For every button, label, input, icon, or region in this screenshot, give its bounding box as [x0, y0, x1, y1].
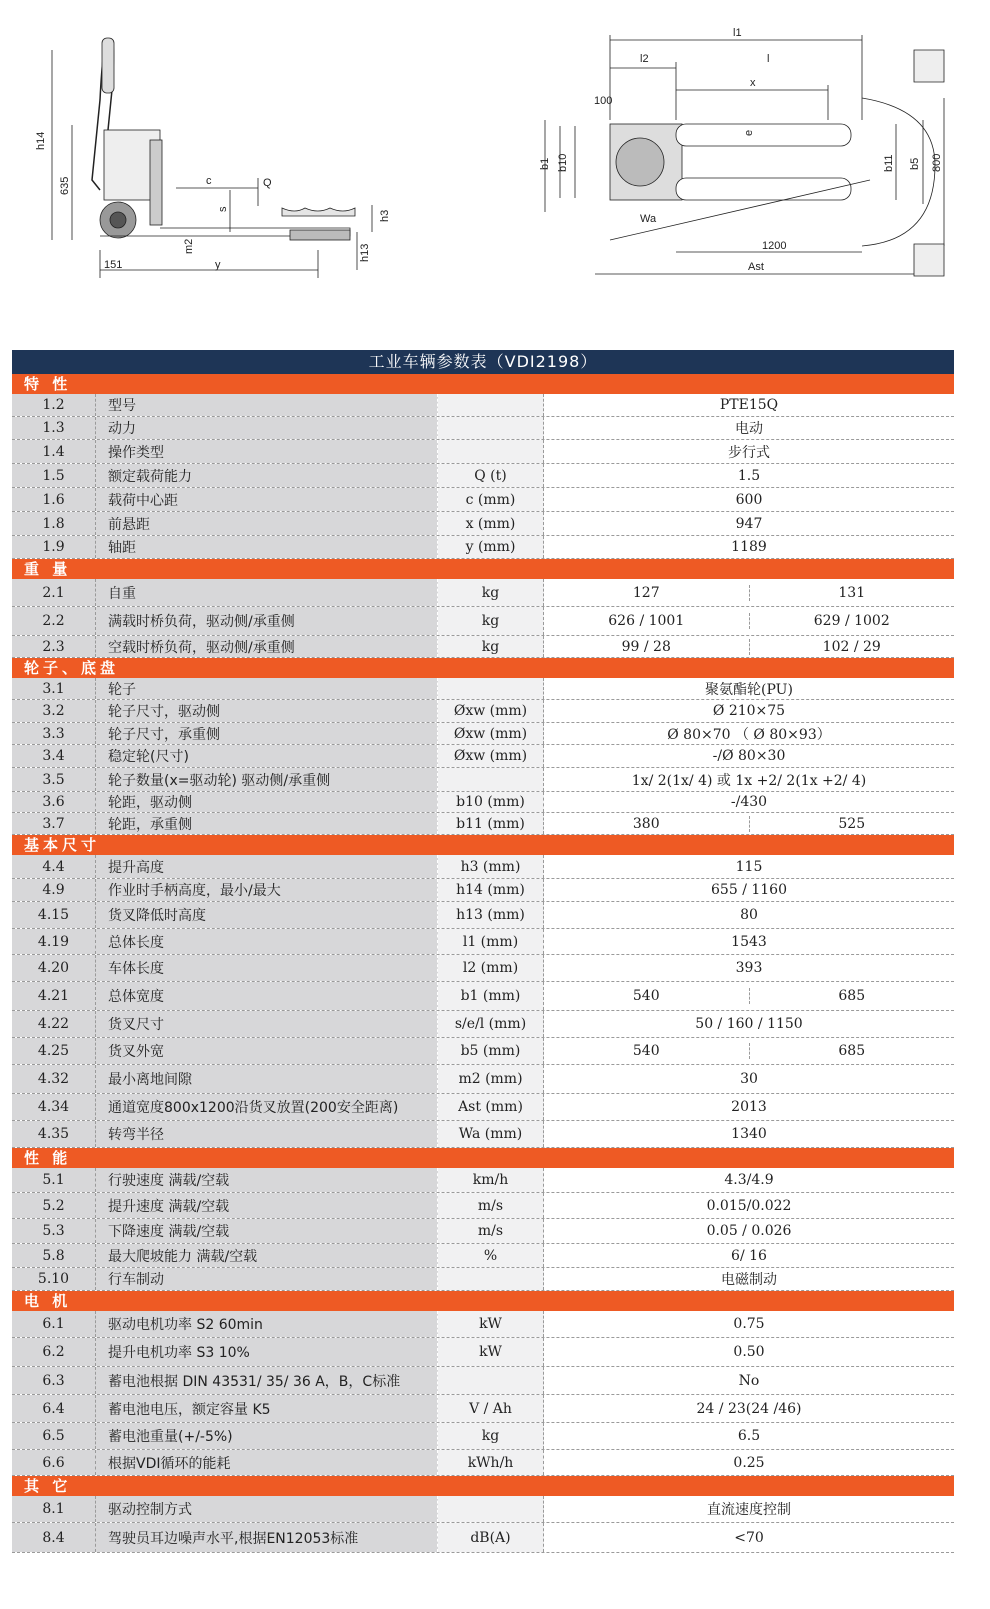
label-h14: h14 — [35, 131, 47, 150]
row-number: 2.1 — [12, 579, 96, 606]
row-name: 满载时桥负荷，驱动侧/承重侧 — [96, 607, 438, 635]
value-cell: 0.75 — [733, 1316, 765, 1332]
row-unit: x (mm) — [438, 512, 544, 535]
row-unit: Wa (mm) — [438, 1121, 544, 1147]
value-cell: 131 — [749, 585, 955, 601]
value-cell: 115 — [735, 858, 763, 875]
row-unit: kW — [438, 1311, 544, 1337]
value-cell: 电动 — [735, 421, 763, 437]
value-cell: 聚氨酯轮(PU) — [705, 681, 793, 698]
row-name: 下降速度 满载/空载 — [96, 1219, 438, 1243]
table-row — [12, 1094, 954, 1121]
row-unit: km/h — [438, 1168, 544, 1192]
row-number: 1.4 — [12, 440, 96, 463]
row-unit: h13 (mm) — [438, 902, 544, 928]
row-number: 5.3 — [12, 1219, 96, 1243]
row-values — [544, 1244, 954, 1267]
row-name: 轴距 — [96, 536, 438, 558]
table-row — [12, 902, 954, 929]
row-unit: % — [438, 1244, 544, 1267]
row-number: 2.2 — [12, 607, 96, 635]
row-values — [544, 700, 954, 722]
label-800: 800 — [931, 153, 943, 172]
row-name: 行驶速度 满载/空载 — [96, 1168, 438, 1192]
row-unit: c (mm) — [438, 488, 544, 511]
row-number: 4.34 — [12, 1094, 96, 1120]
row-number: 3.3 — [12, 723, 96, 744]
table-row — [12, 1395, 954, 1423]
row-values — [544, 1311, 954, 1337]
value-cell: Ø 210×75 — [712, 703, 786, 719]
row-unit: kg — [438, 579, 544, 606]
label-h13: h13 — [359, 243, 371, 262]
row-values — [544, 1193, 954, 1218]
table-title: 工业车辆参数表（VDI2198） — [12, 350, 954, 374]
label-l1: l1 — [733, 27, 742, 39]
label-l2: l2 — [640, 53, 649, 65]
spec-table — [12, 350, 954, 1553]
row-name: 货叉尺寸 — [96, 1011, 438, 1037]
row-name: 自重 — [96, 579, 438, 606]
row-number: 3.2 — [12, 700, 96, 722]
row-number: 4.32 — [12, 1065, 96, 1093]
row-values — [544, 636, 954, 657]
value-cell: 127 — [632, 584, 660, 601]
row-number: 6.6 — [12, 1450, 96, 1475]
label-e: e — [743, 129, 755, 136]
row-number: 4.22 — [12, 1011, 96, 1037]
section-header: 其 它 — [12, 1476, 954, 1496]
row-values — [544, 1395, 954, 1422]
label-m2: m2 — [183, 238, 195, 254]
row-number: 4.9 — [12, 879, 96, 901]
row-unit: Øxw (mm) — [438, 745, 544, 767]
row-values — [544, 678, 954, 699]
row-unit: kW — [438, 1338, 544, 1366]
row-number: 3.7 — [12, 813, 96, 834]
section-header: 特 性 — [12, 374, 954, 394]
label-151: 151 — [104, 259, 123, 271]
table-row — [12, 879, 954, 902]
row-values — [544, 1219, 954, 1243]
row-unit: m2 (mm) — [438, 1065, 544, 1093]
section-header: 基本尺寸 — [12, 835, 954, 855]
row-name: 驱动电机功率 S2 60min — [96, 1311, 438, 1337]
table-row — [12, 1219, 954, 1244]
row-name: 提升速度 满载/空载 — [96, 1193, 438, 1218]
row-values — [544, 1496, 954, 1522]
section-header: 重 量 — [12, 559, 954, 579]
row-values — [544, 855, 954, 878]
row-number: 5.10 — [12, 1268, 96, 1290]
row-number: 6.2 — [12, 1338, 96, 1366]
row-unit — [438, 1496, 544, 1522]
label-b5: b5 — [909, 157, 921, 170]
value-cell: 0.05 / 0.026 — [706, 1223, 792, 1239]
row-name: 轮子数量(x=驱动轮) 驱动侧/承重侧 — [96, 768, 438, 791]
row-name: 根据VDI循环的能耗 — [96, 1450, 438, 1475]
row-name: 通道宽度800x1200沿货叉放置(200安全距离) — [96, 1094, 438, 1120]
row-number: 2.3 — [12, 636, 96, 657]
row-values — [544, 1094, 954, 1120]
row-values — [544, 723, 954, 744]
value-cell: 6/ 16 — [731, 1247, 767, 1264]
row-name: 总体长度 — [96, 929, 438, 954]
row-unit — [438, 417, 544, 439]
row-name: 轮子尺寸，承重侧 — [96, 723, 438, 744]
row-number: 1.3 — [12, 417, 96, 439]
table-body — [12, 374, 954, 1553]
row-name: 最小离地间隙 — [96, 1065, 438, 1093]
row-values — [544, 1121, 954, 1147]
label-635: 635 — [59, 176, 71, 195]
value-cell: 655 / 1160 — [711, 882, 787, 898]
row-unit: m/s — [438, 1193, 544, 1218]
row-number: 4.15 — [12, 902, 96, 928]
value-cell: 629 / 1002 — [749, 613, 955, 629]
value-cell: 1.5 — [737, 467, 761, 484]
table-row — [12, 536, 954, 559]
label-b10: b10 — [557, 153, 569, 172]
row-unit: Ast (mm) — [438, 1094, 544, 1120]
row-unit: kWh/h — [438, 1450, 544, 1475]
row-values — [544, 1423, 954, 1449]
row-name: 行车制动 — [96, 1268, 438, 1290]
value-cell: 1340 — [731, 1126, 767, 1142]
row-name: 货叉降低时高度 — [96, 902, 438, 928]
row-name: 空载时桥负荷，驱动侧/承重侧 — [96, 636, 438, 657]
row-name: 转弯半径 — [96, 1121, 438, 1147]
section-header: 性 能 — [12, 1148, 954, 1168]
row-number: 1.6 — [12, 488, 96, 511]
row-values — [544, 394, 954, 416]
label-s: s — [217, 206, 229, 212]
row-name: 最大爬坡能力 满载/空载 — [96, 1244, 438, 1267]
table-row — [12, 579, 954, 607]
row-number: 1.5 — [12, 464, 96, 487]
row-values — [544, 1367, 954, 1394]
table-row — [12, 1496, 954, 1523]
row-unit — [438, 394, 544, 416]
table-row — [12, 813, 954, 835]
row-values — [544, 579, 954, 606]
table-row — [12, 1121, 954, 1148]
row-number: 5.1 — [12, 1168, 96, 1192]
row-values — [544, 1338, 954, 1366]
row-number: 6.3 — [12, 1367, 96, 1394]
row-values — [544, 417, 954, 439]
row-unit: b11 (mm) — [438, 813, 544, 834]
row-values — [544, 536, 954, 558]
row-values — [544, 1268, 954, 1290]
row-name: 驱动控制方式 — [96, 1496, 438, 1522]
table-row — [12, 1244, 954, 1268]
row-values — [544, 440, 954, 463]
label-100: 100 — [594, 95, 613, 107]
row-name: 车体长度 — [96, 955, 438, 981]
value-cell: 1189 — [731, 539, 767, 555]
value-cell: -/430 — [730, 794, 768, 810]
row-unit — [438, 1268, 544, 1290]
label-b1: b1 — [539, 157, 551, 170]
row-unit: V / Ah — [438, 1395, 544, 1422]
value-cell: 540 — [632, 1043, 660, 1059]
row-unit — [438, 768, 544, 791]
row-unit: kg — [438, 1423, 544, 1449]
row-name: 蓄电池重量(+/-5%) — [96, 1423, 438, 1449]
row-values — [544, 1038, 954, 1064]
row-number: 5.2 — [12, 1193, 96, 1218]
row-unit: b1 (mm) — [438, 982, 544, 1010]
table-row — [12, 929, 954, 955]
row-unit: l2 (mm) — [438, 955, 544, 981]
row-number: 1.8 — [12, 512, 96, 535]
table-row — [12, 1450, 954, 1476]
value-cell: 50 / 160 / 1150 — [695, 1016, 803, 1032]
row-number: 8.4 — [12, 1523, 96, 1552]
row-name: 轮子 — [96, 678, 438, 699]
value-cell: 525 — [749, 816, 955, 832]
value-cell: 102 / 29 — [749, 639, 955, 655]
table-row — [12, 1423, 954, 1450]
row-name: 型号 — [96, 394, 438, 416]
row-name: 额定载荷能力 — [96, 464, 438, 487]
table-row — [12, 1311, 954, 1338]
row-name: 载荷中心距 — [96, 488, 438, 511]
table-row — [12, 1038, 954, 1065]
table-row — [12, 700, 954, 723]
row-values — [544, 768, 954, 791]
table-row — [12, 1523, 954, 1553]
row-values — [544, 745, 954, 767]
row-name: 驾驶员耳边噪声水平,根据EN12053标准 — [96, 1523, 438, 1552]
row-number: 6.4 — [12, 1395, 96, 1422]
label-c: c — [206, 175, 212, 187]
table-row — [12, 1367, 954, 1395]
section-header: 轮子、底盘 — [12, 658, 954, 678]
label-x: x — [750, 77, 756, 89]
value-cell: 2013 — [731, 1099, 767, 1115]
value-cell: <70 — [734, 1529, 764, 1546]
row-number: 3.4 — [12, 745, 96, 767]
value-cell: Ø 80×70 （ Ø 80×93） — [667, 726, 831, 743]
table-row — [12, 855, 954, 879]
row-name: 稳定轮(尺寸) — [96, 745, 438, 767]
value-cell: 685 — [749, 988, 955, 1004]
row-unit: Øxw (mm) — [438, 700, 544, 722]
label-Q: Q — [263, 177, 272, 189]
row-name: 总体宽度 — [96, 982, 438, 1010]
side-view-drawing — [52, 38, 372, 278]
value-cell: 6.5 — [737, 1428, 761, 1444]
value-cell: -/Ø 80×30 — [712, 748, 786, 764]
row-name: 前悬距 — [96, 512, 438, 535]
row-values — [544, 982, 954, 1010]
value-cell: 393 — [735, 960, 763, 976]
row-number: 4.19 — [12, 929, 96, 954]
table-row — [12, 955, 954, 982]
row-unit: y (mm) — [438, 536, 544, 558]
row-values — [544, 955, 954, 981]
row-number: 5.8 — [12, 1244, 96, 1267]
value-cell: 30 — [740, 1071, 758, 1087]
value-cell: 685 — [749, 1043, 955, 1059]
table-row — [12, 394, 954, 417]
row-name: 提升高度 — [96, 855, 438, 878]
row-name: 货叉外宽 — [96, 1038, 438, 1064]
row-unit: Øxw (mm) — [438, 723, 544, 744]
value-cell: No — [738, 1372, 760, 1389]
table-row — [12, 440, 954, 464]
row-name: 蓄电池电压，额定容量 K5 — [96, 1395, 438, 1422]
row-name: 轮子尺寸，驱动侧 — [96, 700, 438, 722]
row-name: 作业时手柄高度，最小/最大 — [96, 879, 438, 901]
table-row — [12, 1168, 954, 1193]
row-number: 4.25 — [12, 1038, 96, 1064]
row-name: 操作类型 — [96, 440, 438, 463]
value-cell: 947 — [735, 515, 763, 532]
row-name: 轮距，驱动侧 — [96, 792, 438, 812]
row-values — [544, 879, 954, 901]
row-values — [544, 512, 954, 535]
label-b11: b11 — [883, 154, 895, 172]
value-cell: 直流速度控制 — [707, 1502, 791, 1518]
row-number: 4.4 — [12, 855, 96, 878]
label-h3: h3 — [379, 209, 391, 222]
table-row — [12, 768, 954, 792]
table-row — [12, 417, 954, 440]
table-row — [12, 1193, 954, 1219]
table-row — [12, 792, 954, 813]
row-unit: b10 (mm) — [438, 792, 544, 812]
row-unit — [438, 440, 544, 463]
section-header: 电 机 — [12, 1291, 954, 1311]
row-name: 轮距，承重侧 — [96, 813, 438, 834]
value-cell: 0.25 — [733, 1454, 765, 1471]
row-number: 1.9 — [12, 536, 96, 558]
row-values — [544, 929, 954, 954]
row-unit: kg — [438, 636, 544, 657]
row-unit: s/e/l (mm) — [438, 1011, 544, 1037]
row-number: 6.5 — [12, 1423, 96, 1449]
value-cell: 0.015/0.022 — [706, 1197, 792, 1214]
value-cell: 0.50 — [733, 1344, 765, 1360]
row-values — [544, 1065, 954, 1093]
label-y: y — [215, 259, 221, 271]
table-row — [12, 1065, 954, 1094]
value-cell: PTE15Q — [719, 397, 779, 413]
label-Wa: Wa — [640, 213, 657, 225]
row-unit: dB(A) — [438, 1523, 544, 1552]
table-row — [12, 464, 954, 488]
row-unit: b5 (mm) — [438, 1038, 544, 1064]
row-values — [544, 792, 954, 812]
value-cell: 4.3/4.9 — [724, 1172, 774, 1188]
value-cell: 1x/ 2(1x/ 4) 或 1x +2/ 2(1x +2/ 4) — [631, 772, 867, 789]
row-name: 动力 — [96, 417, 438, 439]
value-cell: 380 — [632, 815, 660, 832]
table-row — [12, 636, 954, 658]
row-values — [544, 1523, 954, 1552]
value-cell: 1543 — [731, 933, 767, 950]
row-number: 3.6 — [12, 792, 96, 812]
value-cell: 626 / 1001 — [608, 613, 685, 629]
table-row — [12, 1338, 954, 1367]
row-unit — [438, 1367, 544, 1394]
label-1200: 1200 — [762, 240, 787, 252]
value-cell: 540 — [632, 988, 660, 1004]
label-Ast: Ast — [748, 261, 764, 273]
table-row — [12, 723, 954, 745]
row-unit: h3 (mm) — [438, 855, 544, 878]
table-row — [12, 512, 954, 536]
row-number: 4.21 — [12, 982, 96, 1010]
value-cell: 99 / 28 — [621, 638, 671, 655]
table-row — [12, 1268, 954, 1291]
row-values — [544, 607, 954, 635]
row-number: 6.1 — [12, 1311, 96, 1337]
value-cell: 80 — [740, 907, 758, 923]
row-unit — [438, 678, 544, 699]
technical-drawings — [0, 0, 990, 330]
row-unit: m/s — [438, 1219, 544, 1243]
row-values — [544, 1450, 954, 1475]
table-row — [12, 745, 954, 768]
row-number: 3.5 — [12, 768, 96, 791]
row-values — [544, 464, 954, 487]
row-number: 3.1 — [12, 678, 96, 699]
row-values — [544, 1011, 954, 1037]
row-unit: kg — [438, 607, 544, 635]
label-l: l — [767, 53, 770, 65]
value-cell: 24 / 23(24 /46) — [696, 1400, 802, 1417]
row-name: 提升电机功率 S3 10% — [96, 1338, 438, 1366]
table-row — [12, 607, 954, 636]
row-unit: l1 (mm) — [438, 929, 544, 954]
row-number: 4.35 — [12, 1121, 96, 1147]
row-values — [544, 488, 954, 511]
row-number: 1.2 — [12, 394, 96, 416]
value-cell: 电磁制动 — [721, 1272, 777, 1288]
row-unit: h14 (mm) — [438, 879, 544, 901]
table-row — [12, 678, 954, 700]
row-name: 蓄电池根据 DIN 43531/ 35/ 36 A，B，C标准 — [96, 1367, 438, 1394]
row-unit: Q (t) — [438, 464, 544, 487]
value-cell: 600 — [735, 491, 763, 508]
row-number: 8.1 — [12, 1496, 96, 1522]
row-number: 4.20 — [12, 955, 96, 981]
table-row — [12, 488, 954, 512]
row-values — [544, 813, 954, 834]
table-row — [12, 982, 954, 1011]
table-row — [12, 1011, 954, 1038]
row-values — [544, 1168, 954, 1192]
value-cell: 步行式 — [728, 444, 770, 461]
row-values — [544, 902, 954, 928]
